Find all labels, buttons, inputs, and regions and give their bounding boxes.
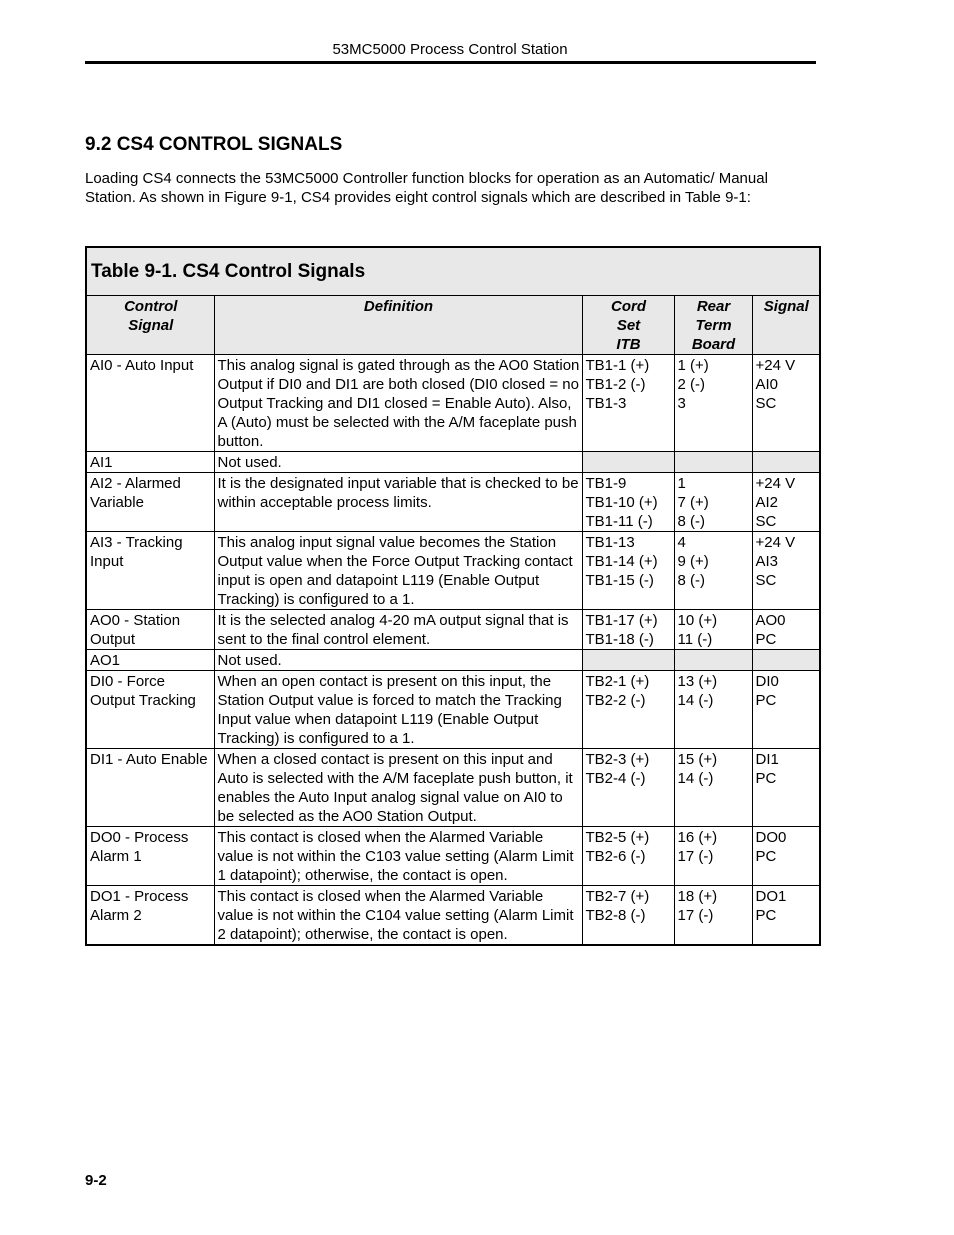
cord-set-itb-cell	[582, 886, 674, 946]
rear-term-board-cell	[674, 650, 752, 671]
cord-set-itb-cell-line: TB2-8 (-)	[585, 907, 646, 924]
cord-set-itb-cell-line: TB1-14 (+)	[585, 553, 658, 570]
table-row	[86, 749, 820, 827]
header-line: Definition	[363, 298, 434, 315]
rear-term-board-cell-line: 11 (-)	[677, 631, 713, 648]
signal-cell	[752, 749, 820, 827]
table-row	[86, 610, 820, 650]
rear-term-board-cell-line: 17 (-)	[677, 907, 714, 924]
rear-term-board-cell-line: 9 (+)	[677, 553, 709, 570]
rear-term-board-cell-line: 1	[677, 475, 686, 492]
cord-set-itb-cell	[582, 355, 674, 452]
rear-term-board-cell-line: 14 (-)	[677, 692, 714, 709]
control-signal-cell: AI2 - Alarmed Variable	[86, 473, 214, 532]
signal-cell	[752, 610, 820, 650]
signal-cell-line: DO1	[755, 888, 787, 905]
table-row	[86, 532, 820, 610]
cord-set-itb-cell-line: TB2-1 (+)	[585, 673, 650, 690]
header-line: Term	[695, 317, 732, 334]
definition-cell: This analog signal is gated through as the AO0 Station Output if DI0 and DI1 are both closed (DI0 closed = no Output Tracking and DI1 closed = Enable Auto). Also, A (Auto) must be selected with the A/M faceplate push button.	[214, 355, 582, 452]
header-line: Signal	[763, 298, 809, 315]
signal-cell-line: PC	[755, 907, 777, 924]
definition-cell: This contact is closed when the Alarmed Variable value is not within the C103 value setting (Alarm Limit 1 datapoint); otherwise, the contact is open.	[214, 827, 582, 886]
signal-cell	[752, 473, 820, 532]
cord-set-itb-cell	[582, 610, 674, 650]
rear-term-board-cell-line: 10 (+)	[677, 612, 718, 629]
cord-set-itb-cell-line: TB2-3 (+)	[585, 751, 650, 768]
control-signal-cell: AO1	[86, 650, 214, 671]
rear-term-board-cell-line: 13 (+)	[677, 673, 718, 690]
signal-cell-line: AI2	[755, 494, 779, 511]
cord-set-itb-cell-line: TB1-10 (+)	[585, 494, 658, 511]
rear-term-board-cell-line: 8 (-)	[677, 513, 705, 530]
signal-cell-line: SC	[755, 395, 777, 412]
cord-set-itb-cell	[582, 473, 674, 532]
signal-cell-line: PC	[755, 770, 777, 787]
signal-cell-line: SC	[755, 572, 777, 589]
table-row	[86, 886, 820, 946]
control-signal-cell: DI1 - Auto Enable	[86, 749, 214, 827]
rear-term-board-cell-line: 18 (+)	[677, 888, 718, 905]
rear-term-board-cell	[674, 355, 752, 452]
rear-term-board-cell-line: 8 (-)	[677, 572, 705, 589]
rear-term-board-cell	[674, 886, 752, 946]
signal-cell-line: PC	[755, 631, 777, 648]
signal-cell	[752, 650, 820, 671]
cord-set-itb-cell-line: TB2-5 (+)	[585, 829, 650, 846]
rear-term-board-cell	[674, 532, 752, 610]
control-signal-cell: AI1	[86, 452, 214, 473]
control-signal-cell: AI0 - Auto Input	[86, 355, 214, 452]
header-line: Board	[691, 336, 736, 353]
cord-set-itb-cell-line: TB1-18 (-)	[585, 631, 654, 648]
cord-set-itb-cell	[582, 452, 674, 473]
table-caption: Table 9-1. CS4 Control Signals	[86, 247, 820, 296]
cord-set-itb-cell	[582, 650, 674, 671]
header-line: Rear	[696, 298, 731, 315]
table-header-row	[86, 296, 820, 355]
definition-cell: Not used.	[214, 650, 582, 671]
rear-term-board-cell-line: 16 (+)	[677, 829, 718, 846]
rear-term-board-cell	[674, 610, 752, 650]
signal-cell	[752, 886, 820, 946]
signal-cell-line: +24 V	[755, 534, 796, 551]
cord-set-itb-cell-line: TB1-15 (-)	[585, 572, 654, 589]
rear-term-board-cell-line: 2 (-)	[677, 376, 705, 393]
signal-cell	[752, 355, 820, 452]
rear-term-board-cell-line: 4	[677, 534, 686, 551]
header-line: Signal	[128, 317, 174, 334]
header-signal	[752, 296, 820, 355]
definition-cell: When a closed contact is present on this input and Auto is selected with the A/M faceplate push button, it enables the Auto Input analog signal value on AI0 to be selected as the AO0 Station Output.	[214, 749, 582, 827]
cord-set-itb-cell	[582, 671, 674, 749]
table-body	[86, 355, 820, 946]
signal-cell-line: AI3	[755, 553, 779, 570]
running-header: 53MC5000 Process Control Station	[332, 41, 568, 58]
rear-term-board-cell-line: 15 (+)	[677, 751, 718, 768]
table-row	[86, 452, 820, 473]
header-line: ITB	[616, 336, 641, 353]
cord-set-itb-cell-line: TB1-17 (+)	[585, 612, 658, 629]
table-row	[86, 473, 820, 532]
rear-term-board-cell-line: 3	[677, 395, 686, 412]
control-signal-cell: DO0 - Process Alarm 1	[86, 827, 214, 886]
signal-cell	[752, 532, 820, 610]
signal-cell-line: SC	[755, 513, 777, 530]
header-definition	[214, 296, 582, 355]
rear-term-board-cell-line: 14 (-)	[677, 770, 714, 787]
table-row	[86, 355, 820, 452]
cord-set-itb-cell-line: TB2-2 (-)	[585, 692, 646, 709]
control-signal-cell: AI3 - Tracking Input	[86, 532, 214, 610]
signal-cell	[752, 452, 820, 473]
header-rule	[85, 61, 816, 64]
header-control-signal	[86, 296, 214, 355]
table-row	[86, 671, 820, 749]
definition-cell: It is the selected analog 4-20 mA output signal that is sent to the final control element.	[214, 610, 582, 650]
section-heading: 9.2 CS4 CONTROL SIGNALS	[85, 134, 343, 155]
cord-set-itb-cell-line: TB1-13	[585, 534, 635, 551]
control-signal-cell: AO0 - Station Output	[86, 610, 214, 650]
control-signal-cell: DO1 - Process Alarm 2	[86, 886, 214, 946]
rear-term-board-cell	[674, 827, 752, 886]
cord-set-itb-cell-line: TB1-1 (+)	[585, 357, 650, 374]
cord-set-itb-cell-line: TB1-11 (-)	[585, 513, 653, 530]
header-line: Set	[616, 317, 641, 334]
header-line: Cord	[611, 298, 646, 315]
cord-set-itb-cell	[582, 532, 674, 610]
signal-cell-line: PC	[755, 848, 777, 865]
definition-cell: This contact is closed when the Alarmed Variable value is not within the C104 value setting (Alarm Limit 2 datapoint); otherwise, the contact is open.	[214, 886, 582, 946]
cord-set-itb-cell-line: TB2-4 (-)	[585, 770, 646, 787]
cord-set-itb-cell-line: TB1-2 (-)	[585, 376, 646, 393]
table-row	[86, 650, 820, 671]
intro-paragraph: Loading CS4 connects the 53MC5000 Controller function blocks for operation as an Automatic/ Manual Station. As shown in Figure 9-1, CS4 provides eight control signals which are described in Table 9-1:	[85, 170, 768, 206]
rear-term-board-cell	[674, 749, 752, 827]
signals-table-wrapper	[85, 246, 819, 946]
header-line: Control	[124, 298, 178, 315]
signal-cell-line: +24 V	[755, 475, 796, 492]
signal-cell-line: DI1	[755, 751, 779, 768]
cord-set-itb-cell-line: TB2-6 (-)	[585, 848, 646, 865]
definition-cell: When an open contact is present on this input, the Station Output value is forced to match the Tracking Input value when datapoint L119 (Enable Output Tracking) is configured to a 1.	[214, 671, 582, 749]
cord-set-itb-cell-line: TB1-9	[585, 475, 627, 492]
signal-cell	[752, 827, 820, 886]
signal-cell	[752, 671, 820, 749]
definition-cell: It is the designated input variable that is checked to be within acceptable process limits.	[214, 473, 582, 532]
rear-term-board-cell	[674, 671, 752, 749]
definition-cell: This analog input signal value becomes the Station Output value when the Force Output Tracking contact input is open and datapoint L119 (Enable Output Tracking) is configured to a 1.	[214, 532, 582, 610]
cord-set-itb-cell	[582, 827, 674, 886]
control-signal-cell: DI0 - Force Output Tracking	[86, 671, 214, 749]
signal-cell-line: PC	[755, 692, 777, 709]
rear-term-board-cell-line: 7 (+)	[677, 494, 709, 511]
header-cord-set-itb	[582, 296, 674, 355]
rear-term-board-cell-line: 17 (-)	[677, 848, 714, 865]
signal-cell-line: AI0	[755, 376, 779, 393]
signal-cell-line: DO0	[755, 829, 787, 846]
rear-term-board-cell	[674, 452, 752, 473]
page-number: 9-2	[85, 1172, 107, 1189]
signal-cell-line: AO0	[755, 612, 786, 629]
signal-cell-line: +24 V	[755, 357, 796, 374]
table-row	[86, 827, 820, 886]
rear-term-board-cell	[674, 473, 752, 532]
definition-cell: Not used.	[214, 452, 582, 473]
cord-set-itb-cell-line: TB1-3	[585, 395, 627, 412]
header-rear-term-board	[674, 296, 752, 355]
rear-term-board-cell-line: 1 (+)	[677, 357, 709, 374]
cord-set-itb-cell-line: TB2-7 (+)	[585, 888, 650, 905]
signal-cell-line: DI0	[755, 673, 779, 690]
cs4-control-signals-table	[85, 246, 821, 946]
cord-set-itb-cell	[582, 749, 674, 827]
